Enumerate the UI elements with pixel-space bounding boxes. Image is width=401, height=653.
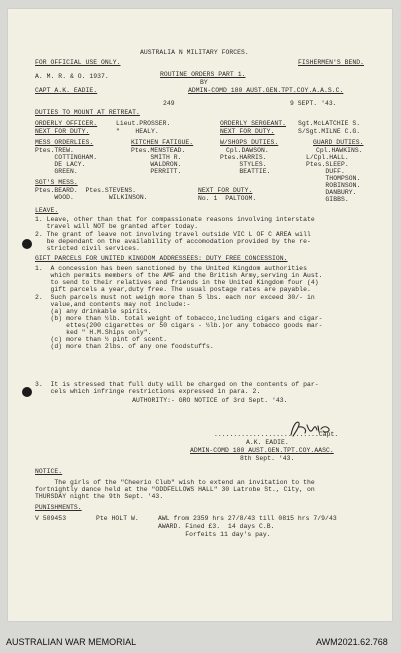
gift-line: 2. Such parcels must not weigh more than 5 lbs. each nor exceed 30/- in <box>35 294 315 301</box>
wshops-duties-label: W/SHOPS DUTIES. <box>220 139 279 146</box>
guard-duty-name: THOMPSON. <box>306 175 361 182</box>
guard-duty-name: L/Cpl.HALL. <box>306 154 349 161</box>
by-label: BY <box>200 79 208 86</box>
mess-orderly-name: GREEN. <box>35 168 78 175</box>
notice-line: THURSDAY night the 9th Sept. '43. <box>35 493 164 500</box>
mess-orderlies-label: MESS ORDERLIES. <box>35 139 94 146</box>
mess-orderly-name: DE LACY. <box>35 161 86 168</box>
signature-unit: ADMIN-COMD 180 AUST.GEN.TPT.COY.AASC. <box>190 447 334 454</box>
kitchen-fatigue-name: SMITH R. <box>131 154 182 161</box>
binder-hole-top <box>22 239 32 249</box>
next-for-duty-sergeant-label: NEXT FOR DUTY. <box>220 128 275 135</box>
guard-duties-label: GUARD DUTIES. <box>313 139 364 146</box>
gift-line: cels which infringe restrictions expressed in para. 2. <box>35 388 261 395</box>
leave-line: stricted civil services. <box>35 245 140 252</box>
next-for-duty-name: No. 1 PALTOOM. <box>198 195 257 202</box>
sgts-mess-names: WOOD. WILKINSON. <box>35 194 148 201</box>
guard-duty-name: Ptes.SLEEP. <box>306 161 349 168</box>
leave-line: 1. Leave, other than that for compassionate reasons involving interstate <box>35 216 315 223</box>
punishment-line: AWL from 2359 hrs 27/8/43 till 0815 hrs 7/9/43 <box>158 515 337 522</box>
gift-line: gift parcels a year,duty free. The usual postage rates are payable. <box>35 286 311 293</box>
next-for-duty-officer-name: " HEALY. <box>116 128 159 135</box>
footer-right: AWM2021.62.768 <box>316 637 388 647</box>
next-for-duty-officer-label: NEXT FOR DUTY. <box>35 128 90 135</box>
next-for-duty-label: NEXT FOR DUTY. <box>198 187 253 194</box>
wshops-duty-name: STYLES. <box>220 161 267 168</box>
officer-name: CAPT A.K. EADIE. <box>35 87 98 94</box>
service-number: V 509453 <box>35 515 67 522</box>
location-label: FISHERMEN'S BEND. <box>298 59 365 66</box>
leave-line: be dependant on the availability of accomodation provided by the re- <box>35 238 311 245</box>
kitchen-fatigue-label: KITCHEN FATIGUE. <box>131 139 194 146</box>
notice-line: fortnightly dance held at the "ODDFELLOWS HALL" 30 Latrobe St., City, on <box>35 486 315 493</box>
gift-line: 1. A concession has been sanctioned by the United Kingdom authorities <box>35 265 307 272</box>
mess-orderly-name: COTTINGHAM. <box>35 154 98 161</box>
orderly-officer-name: Lieut.PROSSER. <box>116 120 171 127</box>
gift-authority: AUTHORITY:- GRO NOTICE of 3rd Sept. '43. <box>35 397 288 404</box>
gift-line: ked " H.M.Ships only". <box>35 329 152 336</box>
kitchen-fatigue-name: WALDRON. <box>131 161 182 168</box>
punishment-line: Forfeits 11 day's pay. <box>158 531 271 538</box>
gift-line: which permits members of the AMF and the British Army,serving in Aust. <box>35 272 323 279</box>
orderly-sergeant-label: ORDERLY SERGEANT. <box>220 120 287 127</box>
footer-left: AUSTRALIAN WAR MEMORIAL <box>6 637 137 647</box>
signature-name: A.K. EADIE. <box>246 439 289 446</box>
gift-line: 3. It is stressed that full duty will be charged on the contents of par- <box>35 381 319 388</box>
signature-date: 8th Sept. '43. <box>240 455 295 462</box>
wshops-duty-name: Cpl.DAWSON. <box>226 147 269 154</box>
gift-line: ettes(200 cigarettes or 50 cigars - ½lb.)or any tobacco goods mar- <box>35 322 323 329</box>
guard-duty-name: GIBBS. <box>306 196 349 203</box>
gift-line: (d) more than 2lbs. of any one foodstuffs. <box>35 343 214 350</box>
gift-line: value,and contents may not include:- <box>35 301 191 308</box>
document-title: AUSTRALIA N MILITARY FORCES. <box>140 49 249 56</box>
orderly-sergeant-name: Sgt.McLATCHIE S. <box>298 120 361 127</box>
wshops-duty-name: Ptes.HARRIS. <box>220 154 267 161</box>
binder-hole-bottom <box>22 387 32 397</box>
regulation-reference: A. M. R. & O. 1937. <box>35 73 109 80</box>
kitchen-fatigue-name: Ptes.MENSTEAD. <box>131 147 186 154</box>
gift-line: (b) more than ½lb. total weight of tobacco,including cigars and cigar- <box>35 315 323 322</box>
guard-duty-name: Cpl.HAWKINS. <box>316 147 363 154</box>
notice-line: The girls of the "Cheerio Club" wish to extend an invitation to the <box>35 479 315 486</box>
leave-line: travel will NOT be granted after today. <box>35 223 199 230</box>
guard-duty-name: DANBURY. <box>306 189 357 196</box>
mess-orderly-name: Ptes.TREW. <box>35 147 74 154</box>
punishment-line: AWARD. Fined £3. 14 days C.B. <box>158 523 275 530</box>
signature-line: ...........................Capt. <box>214 431 339 438</box>
unit-name: ADMIN-COMD 180 AUST.GEN.TPT.COY.A.A.S.C. <box>188 87 344 94</box>
document-page <box>8 9 392 621</box>
wshops-duty-name: BEATTIE. <box>220 168 271 175</box>
leave-line: 2. The grant of leave not involving travel outside VIC L OF C AREA will <box>35 231 311 238</box>
next-for-duty-sergeant-name: S/Sgt.MILNE C.G. <box>298 128 361 135</box>
routine-orders-label: ROUTINE ORDERS PART 1. <box>160 71 246 78</box>
gift-line: (c) more than ½ pint of scent. <box>35 336 168 343</box>
soldier-name: Pte HOLT W. <box>96 515 139 522</box>
order-date: 9 SEPT. '43. <box>290 100 337 107</box>
official-use-label: FOR OFFICIAL USE ONLY. <box>35 59 121 66</box>
order-number: 249 <box>163 100 175 107</box>
leave-heading: LEAVE. <box>35 207 59 214</box>
guard-duty-name: ROBINSON. <box>306 182 361 189</box>
punishments-heading: PUNISHMENTS. <box>35 504 82 511</box>
gift-line: to send to their relatives and friends in the United Kingdom four (4) <box>35 279 319 286</box>
gift-parcels-heading: GIFT PARCELS FOR UNITED KINGDOM ADDRESSEES: DUTY FREE CONCESSION. <box>35 255 288 262</box>
gift-line: (a) any drinkable spirits. <box>35 308 152 315</box>
guard-duty-name: DUFF. <box>306 168 345 175</box>
duties-heading: DUTIES TO MOUNT AT RETREAT. <box>35 109 140 116</box>
orderly-officer-label: ORDERLY OFFICER. <box>35 120 98 127</box>
sgts-mess-names: Ptes.BEARD. Ptes.STEVENS. <box>35 187 137 194</box>
kitchen-fatigue-name: PERRITT. <box>131 168 182 175</box>
notice-heading: NOTICE. <box>35 468 63 475</box>
sgts-mess-label: SGT'S MESS. <box>35 179 78 186</box>
